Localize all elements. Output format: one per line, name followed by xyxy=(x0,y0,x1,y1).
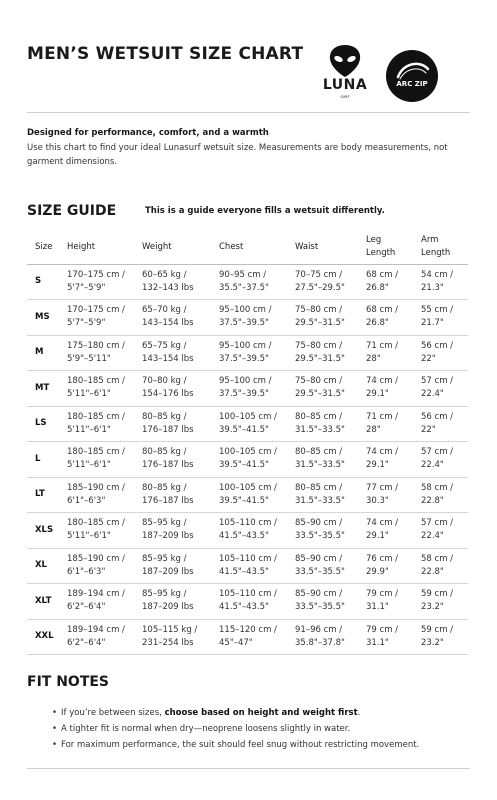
table-cell: 57 cm / 22.4" xyxy=(413,371,468,407)
table-cell: 80–85 cm / 31.5"–33.5" xyxy=(287,442,358,478)
column-header: Waist xyxy=(287,231,358,264)
size-cell: XXL xyxy=(27,619,59,655)
table-cell: 56 cm / 22" xyxy=(413,406,468,442)
table-cell: 85–90 cm / 33.5"–35.5" xyxy=(287,513,358,549)
size-cell: MS xyxy=(27,300,59,336)
table-cell: 71 cm / 28" xyxy=(358,335,413,371)
table-cell: 75–80 cm / 29.5"–31.5" xyxy=(287,371,358,407)
table-cell: 80–85 kg / 176–187 lbs xyxy=(134,406,211,442)
column-header: Arm Length xyxy=(413,231,468,264)
column-header: Height xyxy=(59,231,134,264)
table-cell: 79 cm / 31.1" xyxy=(358,584,413,620)
table-cell: 185–190 cm / 6'1"–6'3" xyxy=(59,548,134,584)
size-cell: S xyxy=(27,264,59,300)
table-cell: 57 cm / 22.4" xyxy=(413,442,468,478)
size-cell: L xyxy=(27,442,59,478)
table-cell: 59 cm / 23.2" xyxy=(413,584,468,620)
table-cell: 85–95 kg / 187–209 lbs xyxy=(134,548,211,584)
table-cell: 180–185 cm / 5'11"–6'1" xyxy=(59,513,134,549)
intro-heading: Designed for performance, comfort, and a warmth xyxy=(27,128,269,138)
table-cell: 74 cm / 29.1" xyxy=(358,442,413,478)
table-cell: 95–100 cm / 37.5"–39.5" xyxy=(211,335,287,371)
table-cell: 170–175 cm / 5'7"–5'9" xyxy=(59,264,134,300)
intro-body: Use this chart to find your ideal Lunasurf wetsuit size. Measurements are body measurements, not garment dimensions. xyxy=(27,143,448,167)
arc-zip-text: ARC ZIP xyxy=(396,80,428,88)
luna-logo-sub: SURF xyxy=(340,95,350,99)
table-cell: 54 cm / 21.3" xyxy=(413,264,468,300)
table-row xyxy=(27,513,468,549)
table-cell: 70–80 kg / 154–176 lbs xyxy=(134,371,211,407)
table-row xyxy=(27,442,468,478)
table-cell: 58 cm / 22.8" xyxy=(413,548,468,584)
table-cell: 105–110 cm / 41.5"–43.5" xyxy=(211,548,287,584)
column-header: Size xyxy=(27,231,59,264)
fit-note-item xyxy=(52,705,419,721)
table-cell: 91–96 cm / 35.8"–37.8" xyxy=(287,619,358,655)
size-cell: M xyxy=(27,335,59,371)
table-cell: 185–190 cm / 6'1"–6'3" xyxy=(59,477,134,513)
table-cell: 95–100 cm / 37.5"–39.5" xyxy=(211,371,287,407)
table-cell: 75–80 cm / 29.5"–31.5" xyxy=(287,335,358,371)
fit-note-item xyxy=(52,721,419,737)
fit-note-text: For maximum performance, the suit should feel snug without restricting movement. xyxy=(61,740,420,750)
size-cell: XLT xyxy=(27,584,59,620)
table-row xyxy=(27,619,468,655)
table-cell: 100–105 cm / 39.5"–41.5" xyxy=(211,442,287,478)
table-cell: 90–95 cm / 35.5"–37.5" xyxy=(211,264,287,300)
fit-note-item xyxy=(52,737,419,753)
size-table xyxy=(27,231,468,655)
table-row xyxy=(27,371,468,407)
arc-swoosh-icon xyxy=(386,50,438,102)
table-cell: 68 cm / 26.8" xyxy=(358,300,413,336)
fit-note-text: A tighter fit is normal when dry—neoprene loosens slightly in water. xyxy=(61,724,351,734)
table-cell: 115–120 cm / 45"–47" xyxy=(211,619,287,655)
table-cell: 85–90 cm / 33.5"–35.5" xyxy=(287,584,358,620)
table-cell: 105–110 cm / 41.5"–43.5" xyxy=(211,584,287,620)
size-cell: MT xyxy=(27,371,59,407)
table-header-row xyxy=(27,231,468,264)
size-cell: LT xyxy=(27,477,59,513)
table-cell: 58 cm / 22.8" xyxy=(413,477,468,513)
column-header: Weight xyxy=(134,231,211,264)
fit-notes-list xyxy=(52,705,419,753)
size-cell: XLS xyxy=(27,513,59,549)
table-row xyxy=(27,406,468,442)
table-cell: 85–90 cm / 33.5"–35.5" xyxy=(287,548,358,584)
table-cell: 80–85 kg / 176–187 lbs xyxy=(134,442,211,478)
table-cell: 74 cm / 29.1" xyxy=(358,371,413,407)
table-cell: 80–85 cm / 31.5"–33.5" xyxy=(287,406,358,442)
table-cell: 55 cm / 21.7" xyxy=(413,300,468,336)
table-cell: 95–100 cm / 37.5"–39.5" xyxy=(211,300,287,336)
table-row xyxy=(27,477,468,513)
fit-notes-title: FIT NOTES xyxy=(27,674,110,690)
table-cell: 180–185 cm / 5'11"–6'1" xyxy=(59,406,134,442)
fit-note-text: If you’re between sizes, xyxy=(61,708,165,718)
table-cell: 105–110 cm / 41.5"–43.5" xyxy=(211,513,287,549)
fit-note-text: . xyxy=(357,708,361,718)
table-cell: 76 cm / 29.9" xyxy=(358,548,413,584)
table-cell: 105–115 kg / 231–254 lbs xyxy=(134,619,211,655)
size-guide-title: SIZE GUIDE xyxy=(27,203,117,219)
table-cell: 68 cm / 26.8" xyxy=(358,264,413,300)
size-cell: LS xyxy=(27,406,59,442)
footer-divider xyxy=(27,768,470,769)
table-cell: 57 cm / 22.4" xyxy=(413,513,468,549)
column-header: Leg Length xyxy=(358,231,413,264)
table-cell: 180–185 cm / 5'11"–6'1" xyxy=(59,371,134,407)
luna-surf-logo xyxy=(320,44,370,104)
table-cell: 65–75 kg / 143–154 lbs xyxy=(134,335,211,371)
header-divider xyxy=(27,112,470,113)
table-cell: 175–180 cm / 5'9"–5'11" xyxy=(59,335,134,371)
table-cell: 56 cm / 22" xyxy=(413,335,468,371)
table-row xyxy=(27,300,468,336)
table-cell: 71 cm / 28" xyxy=(358,406,413,442)
fit-note-emphasis: choose based on height and weight first xyxy=(164,708,358,718)
table-row xyxy=(27,335,468,371)
column-header: Chest xyxy=(211,231,287,264)
page-title: MEN’S WETSUIT SIZE CHART xyxy=(27,44,304,64)
size-guide-subtitle: This is a guide everyone fills a wetsuit differently. xyxy=(145,206,385,216)
table-row xyxy=(27,584,468,620)
table-cell: 77 cm / 30.3" xyxy=(358,477,413,513)
table-cell: 180–185 cm / 5'11"–6'1" xyxy=(59,442,134,478)
size-cell: XL xyxy=(27,548,59,584)
table-cell: 70–75 cm / 27.5"–29.5" xyxy=(287,264,358,300)
table-cell: 74 cm / 29.1" xyxy=(358,513,413,549)
table-cell: 189–194 cm / 6'2"–6'4" xyxy=(59,584,134,620)
table-cell: 170–175 cm / 5'7"–5'9" xyxy=(59,300,134,336)
table-cell: 80–85 cm / 31.5"–33.5" xyxy=(287,477,358,513)
arc-zip-logo xyxy=(386,50,438,102)
table-cell: 75–80 cm / 29.5"–31.5" xyxy=(287,300,358,336)
table-row xyxy=(27,548,468,584)
table-cell: 59 cm / 23.2" xyxy=(413,619,468,655)
luna-logo-word: LUNA xyxy=(322,77,368,93)
table-cell: 60–65 kg / 132–143 lbs xyxy=(134,264,211,300)
table-cell: 100–105 cm / 39.5"–41.5" xyxy=(211,406,287,442)
table-row xyxy=(27,264,468,300)
table-cell: 79 cm / 31.1" xyxy=(358,619,413,655)
table-cell: 85–95 kg / 187–209 lbs xyxy=(134,584,211,620)
table-cell: 85–95 kg / 187–209 lbs xyxy=(134,513,211,549)
alien-head-icon xyxy=(320,44,370,78)
table-cell: 65–70 kg / 143–154 lbs xyxy=(134,300,211,336)
table-cell: 189–194 cm / 6'2"–6'4" xyxy=(59,619,134,655)
table-cell: 80–85 kg / 176–187 lbs xyxy=(134,477,211,513)
table-cell: 100–105 cm / 39.5"–41.5" xyxy=(211,477,287,513)
